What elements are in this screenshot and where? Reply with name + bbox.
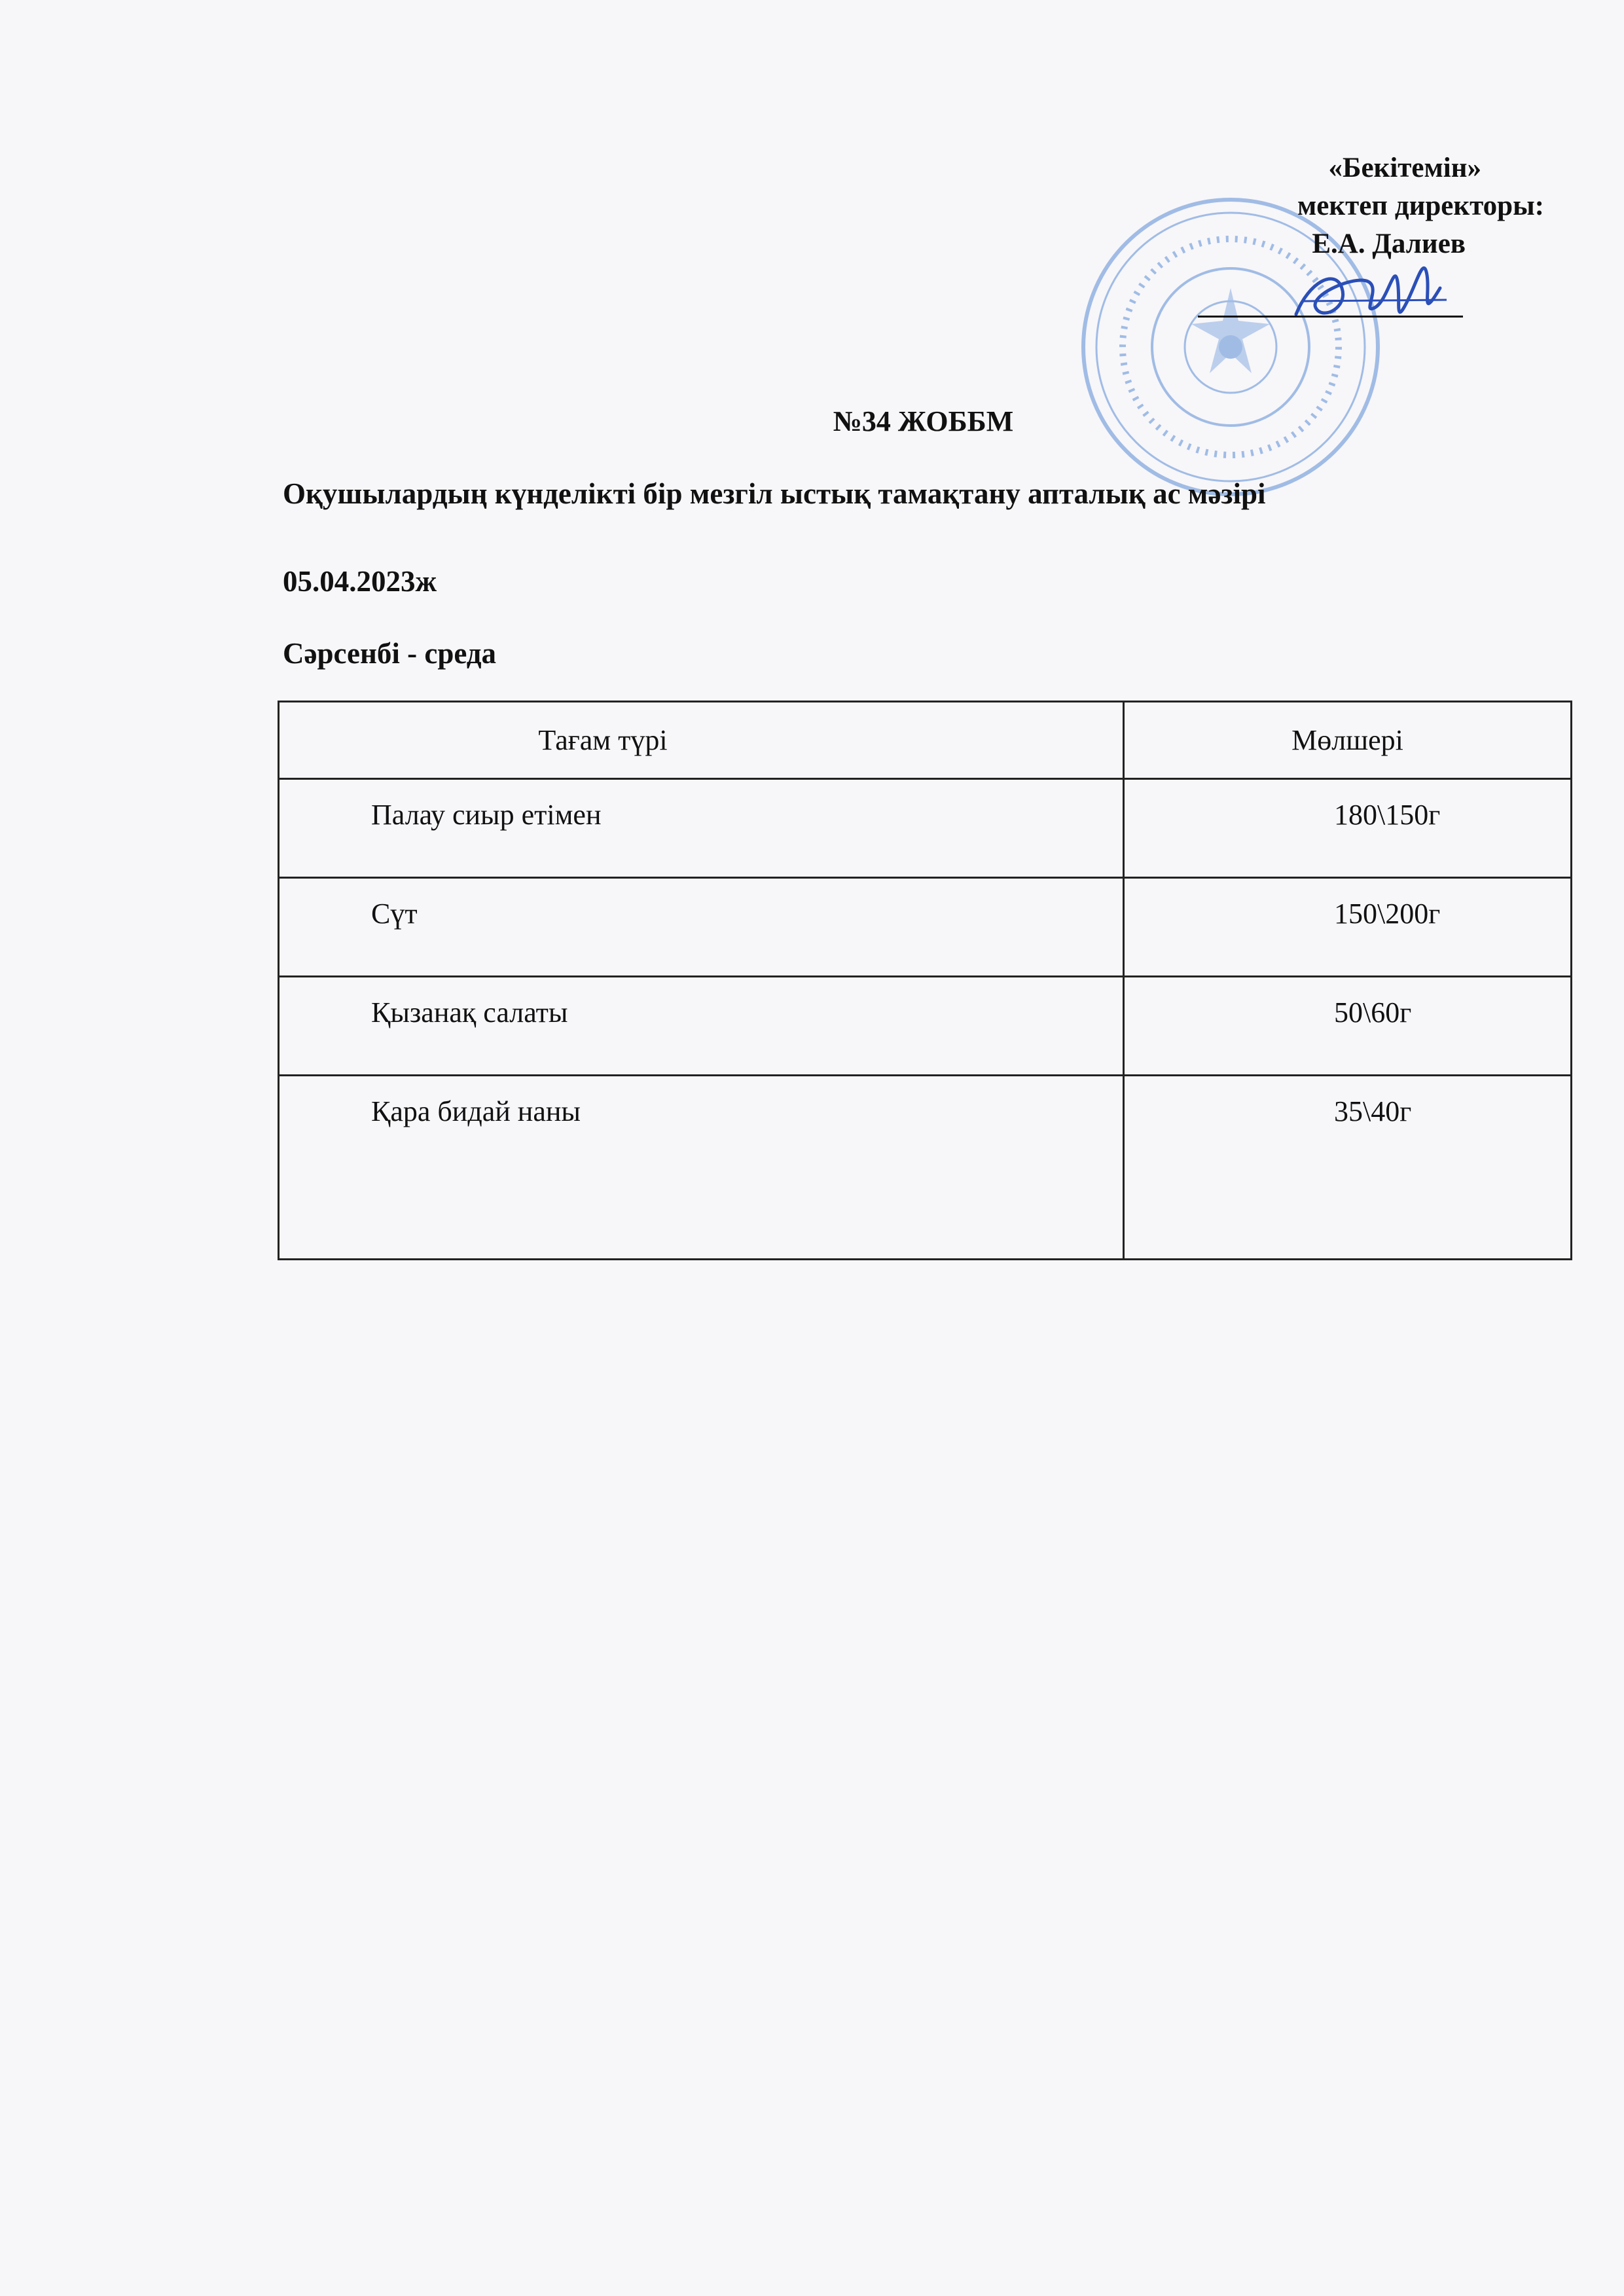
- menu-day: Сәрсенбі - среда: [283, 637, 497, 670]
- signature-line: [1198, 316, 1463, 318]
- dish-name: Қызанақ салаты: [279, 977, 1124, 1076]
- school-title: [0, 405, 1624, 438]
- table-row: [279, 878, 1572, 977]
- header-amount: Мөлшері: [1124, 702, 1572, 779]
- dish-amount: 50\60г: [1124, 977, 1572, 1076]
- approval-director-name: Е.А. Далиев: [1312, 228, 1466, 259]
- menu-table: [278, 701, 1572, 1260]
- dish-name: Палау сиыр етімен: [279, 779, 1124, 878]
- dish-amount: 180\150г: [1124, 779, 1572, 878]
- approval-position: мектеп директоры:: [1297, 191, 1544, 221]
- school-name: №34 ЖОББМ: [833, 405, 1014, 437]
- menu-date: 05.04.2023ж: [283, 565, 437, 598]
- dish-name: Сүт: [279, 878, 1124, 977]
- table-row: [279, 779, 1572, 878]
- menu-subtitle: Оқушылардың күнделікті бір мезгіл ыстық тамақтану апталық ас мәзірі: [283, 477, 1266, 510]
- table-header-row: [279, 702, 1572, 779]
- dish-name: Қара бидай наны: [279, 1076, 1124, 1260]
- approval-title: «Бекітемін»: [1328, 153, 1481, 183]
- approval-block: [1204, 149, 1544, 263]
- dish-amount: 35\40г: [1124, 1076, 1572, 1260]
- header-dish-type: Тағам түрі: [279, 702, 1124, 779]
- dish-amount: 150\200г: [1124, 878, 1572, 977]
- table-row: [279, 977, 1572, 1076]
- table-row: [279, 1076, 1572, 1260]
